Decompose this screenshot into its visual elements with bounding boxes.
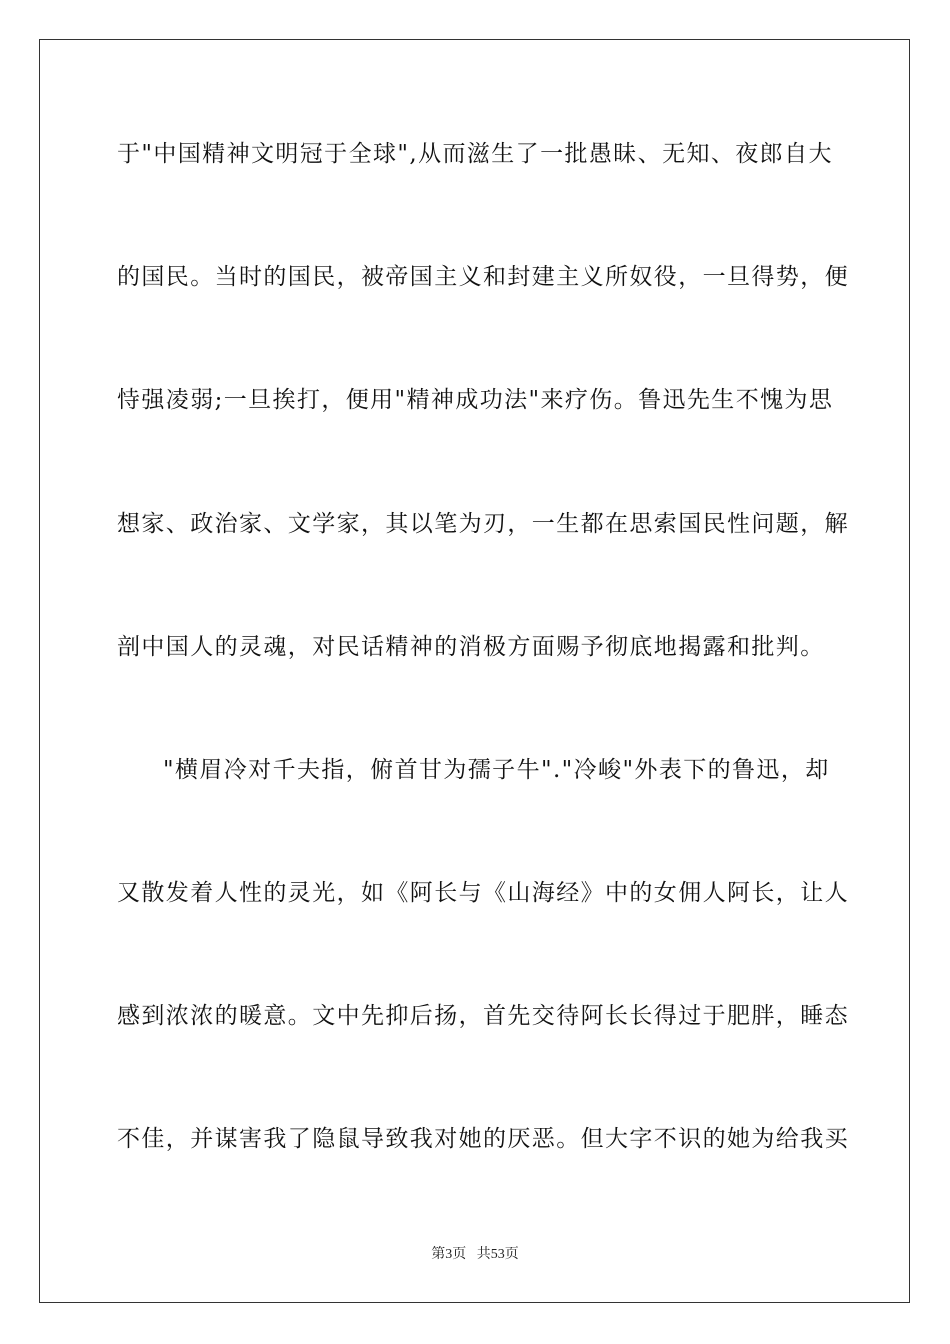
text-line-9: 不佳，并谋害我了隐鼠导致我对她的厌恶。但大字不识的她为给我买 — [117, 1126, 849, 1152]
text-line-2: 的国民。当时的国民，被帝国主义和封建主义所奴役，一旦得势，便 — [117, 264, 849, 290]
page-border — [39, 39, 910, 1303]
text-line-6: "横眉冷对千夫指，俯首甘为孺子牛"."冷峻"外表下的鲁迅，却 — [163, 757, 830, 783]
text-line-7: 又散发着人性的灵光，如《阿长与《山海经》中的女佣人阿长，让人 — [117, 880, 849, 906]
text-line-8: 感到浓浓的暖意。文中先抑后扬，首先交待阿长长得过于肥胖，睡态 — [117, 1003, 849, 1029]
page-number-footer: 第3页 共53页 — [431, 1247, 519, 1262]
text-line-5: 剖中国人的灵魂，对民话精神的消极方面赐予彻底地揭露和批判。 — [117, 634, 825, 660]
text-line-1: 于"中国精神文明冠于全球",从而滋生了一批愚昧、无知、夜郎自大 — [117, 141, 833, 167]
text-line-3: 恃强凌弱;一旦挨打，便用"精神成功法"来疗伤。鲁迅先生不愧为思 — [117, 387, 834, 413]
text-line-4: 想家、政治家、文学家，其以笔为刃，一生都在思索国民性问题，解 — [117, 511, 849, 537]
